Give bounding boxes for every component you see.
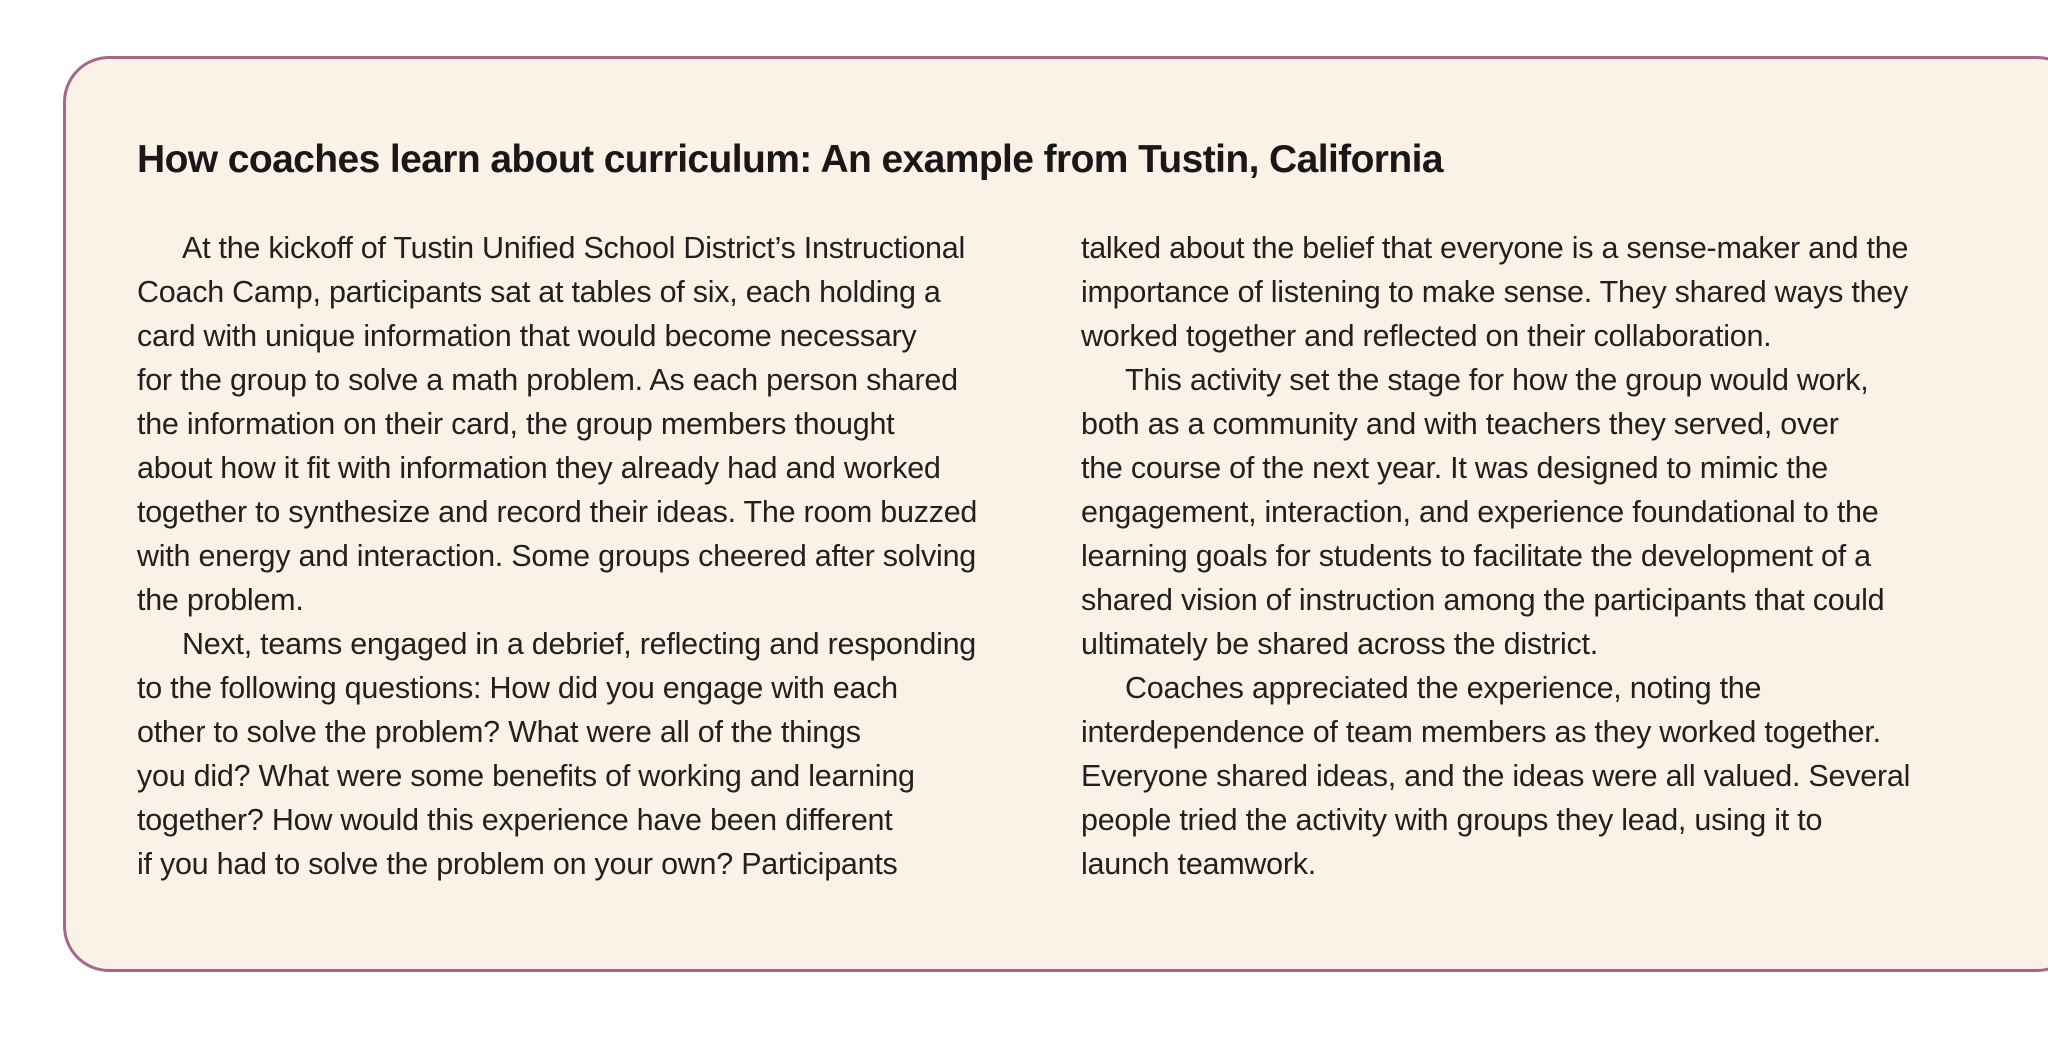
paragraph-line: Coaches appreciated the experience, noting the bbox=[1125, 671, 1762, 705]
paragraph-line: about how it fit with information they already had and worked bbox=[137, 451, 941, 485]
paragraph-line: if you had to solve the problem on your own? Participants bbox=[137, 847, 898, 881]
paragraph-line: the information on their card, the group members thought bbox=[137, 407, 895, 441]
paragraph-line: worked together and reflected on their collaboration. bbox=[1081, 319, 1772, 353]
paragraph-line: together to synthesize and record their ideas. The room buzzed bbox=[137, 495, 978, 529]
paragraph-line: to the following questions: How did you engage with each bbox=[137, 671, 898, 705]
paragraph-line: people tried the activity with groups they lead, using it to bbox=[1081, 803, 1823, 837]
paragraph-line: interdependence of team members as they worked together. bbox=[1081, 715, 1881, 749]
paragraph-line: Everyone shared ideas, and the ideas were all valued. Several bbox=[1081, 759, 1911, 793]
paragraph-line: Coach Camp, participants sat at tables of six, each holding a bbox=[137, 275, 941, 309]
paragraph-line: At the kickoff of Tustin Unified School District’s Instructional bbox=[182, 231, 966, 265]
paragraph-line: both as a community and with teachers they served, over bbox=[1081, 407, 1839, 441]
paragraph-line: ultimately be shared across the district. bbox=[1081, 627, 1598, 661]
paragraph-line: learning goals for students to facilitate the development of a bbox=[1081, 539, 1871, 573]
paragraph-line: the problem. bbox=[137, 583, 304, 617]
paragraph-line: engagement, interaction, and experience foundational to the bbox=[1081, 495, 1879, 529]
paragraph-line: launch teamwork. bbox=[1081, 847, 1317, 881]
paragraph-line: shared vision of instruction among the participants that could bbox=[1081, 583, 1885, 617]
paragraph-line: together? How would this experience have been different bbox=[137, 803, 893, 837]
paragraph-line: card with unique information that would become necessary bbox=[137, 319, 917, 353]
paragraph-line: Next, teams engaged in a debrief, reflecting and responding bbox=[182, 627, 977, 661]
paragraph-line: you did? What were some benefits of working and learning bbox=[137, 759, 915, 793]
paragraph-line: This activity set the stage for how the group would work, bbox=[1125, 363, 1869, 397]
paragraph-line: for the group to solve a math problem. As each person shared bbox=[137, 363, 958, 397]
paragraph-line: talked about the belief that everyone is a sense-maker and the bbox=[1081, 231, 1909, 265]
paragraph-line: with energy and interaction. Some groups cheered after solving bbox=[137, 539, 976, 573]
paragraph-line: the course of the next year. It was designed to mimic the bbox=[1081, 451, 1828, 485]
sidebar-title: How coaches learn about curriculum: An example from Tustin, California bbox=[137, 138, 1443, 181]
paragraph-line: importance of listening to make sense. They shared ways they bbox=[1081, 275, 1909, 309]
paragraph-line: other to solve the problem? What were all of the things bbox=[137, 715, 861, 749]
